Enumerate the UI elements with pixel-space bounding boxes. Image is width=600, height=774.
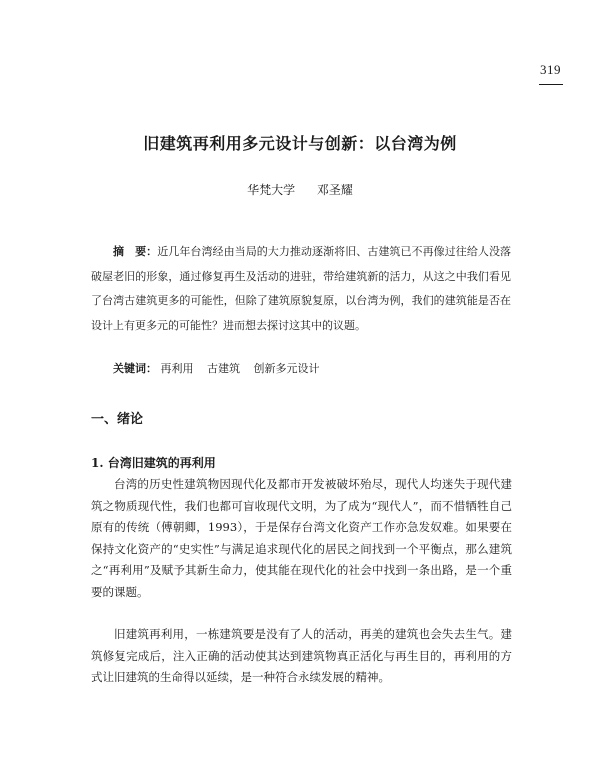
abstract	[91, 240, 511, 338]
keywords	[113, 361, 513, 377]
section-heading: 一、绪论	[91, 412, 144, 427]
author-affiliation: 华梵大学	[247, 183, 296, 197]
keywords-label: 关键词：	[113, 362, 157, 375]
keyword: 再利用	[160, 362, 194, 375]
keyword: 古建筑	[207, 362, 240, 375]
paper-title: 旧建筑再利用多元设计与创新：以台湾为例	[143, 134, 457, 153]
body-paragraph: 旧建筑再利用，一栋建筑要是没有了人的活动，再美的建筑也会失去生气。建筑修复完成后，注入正确的活动使其达到建筑物真正活化与再生目的，再利用的方式让旧建筑的生命得以延续，是一种符合永续发展的精神。	[91, 627, 512, 684]
subsection-heading: 1. 台湾旧建筑的再利用	[91, 456, 216, 470]
author-name: 邓圣耀	[316, 183, 353, 197]
keyword: 创新多元设计	[253, 362, 320, 375]
author-line	[0, 181, 600, 198]
abstract-label: 摘 要：	[113, 245, 158, 258]
body-paragraph: 台湾的历史性建筑物因现代化及都市开发被破坏殆尽，现代人均迷失于现代建筑之物质现代性，我们也都可盲收现代文明，为了成为“现代人”，而不惜牺牲自己原有的传统（傅朝卿，1993），于是保存台湾文化资产工作亦急发奴难。如果要在保持文化资产的“史实性”与满足追求现代化的居民之间找到一个平衡点，那么建筑之“再利用”及赋予其新生命力，使其能在现代化的社会中找到一条出路，是一个重要的课题。	[91, 477, 512, 599]
page-number-rule	[539, 84, 563, 85]
page-number: 319	[540, 62, 561, 77]
abstract-text: 近几年台湾经由当局的大力推动逐渐将旧、古建筑已不再像过往给人没落破屋老旧的形象，通过修复再生及活动的进驻，带给建筑新的活力，从这之中我们看见了台湾古建筑更多的可能性，但除了建筑原貌复原，以台湾为例，我们的建筑能是否在设计上有更多元的可能性？进而想去探讨这其中的议题。	[91, 245, 512, 332]
